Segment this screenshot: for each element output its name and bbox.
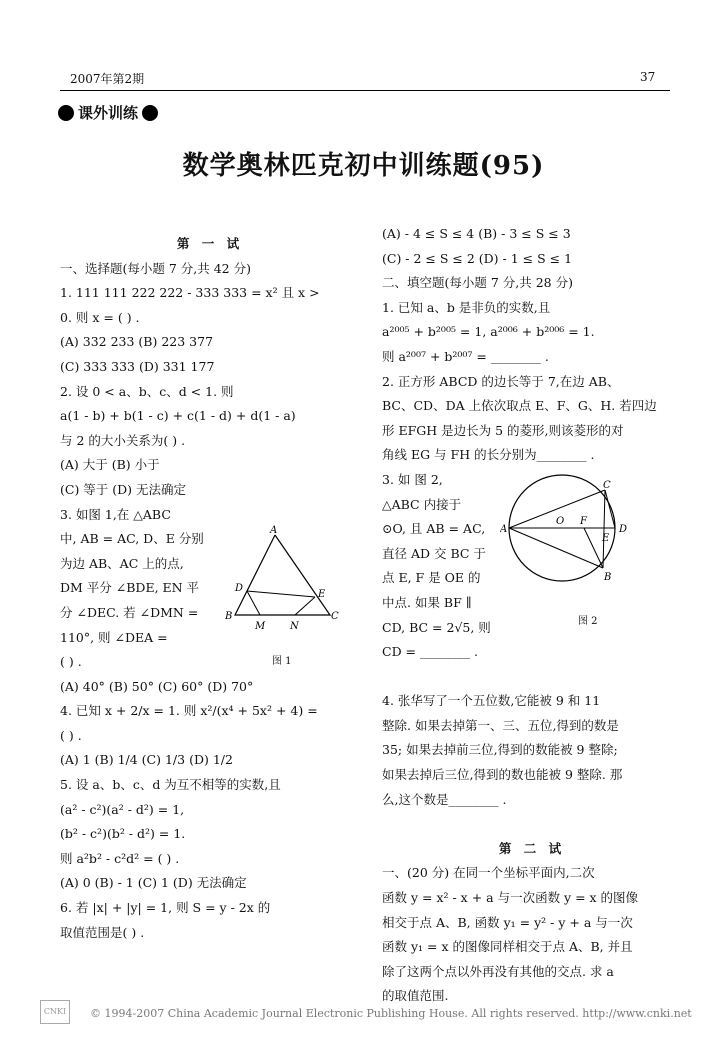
- label-O: O: [556, 516, 565, 527]
- text-line: 如果去掉后三位,得到的数也能被 9 整除. 那: [382, 767, 623, 783]
- text-line: 取值范围是( ) .: [60, 924, 145, 940]
- segment-cd: [605, 490, 615, 528]
- figure-1-caption: 图 1: [272, 656, 292, 667]
- label-D: D: [619, 524, 628, 535]
- text-line: 110°, 则 ∠DEA =: [60, 629, 168, 645]
- text-line: 为边 AB、AC 上的点,: [60, 555, 184, 571]
- text-line: 0. 则 x = ( ) .: [60, 309, 140, 325]
- page-title: 数学奥林匹克初中训练题(95): [182, 151, 545, 181]
- text-line: ( ) .: [60, 654, 82, 670]
- text-line: 么,这个数是________ .: [382, 791, 507, 807]
- text-line: (C) - 2 ≤ S ≤ 2 (D) - 1 ≤ S ≤ 1: [382, 250, 573, 266]
- text-line: 除了这两个点以外再没有其他的交点. 求 a: [382, 963, 614, 979]
- text-line: 整除. 如果去掉第一、三、五位,得到的数是: [382, 717, 619, 733]
- label-E: E: [318, 589, 326, 600]
- text-line: 4. 张华写了一个五位数,它能被 9 和 11: [382, 693, 601, 709]
- text-line: 则 a²⁰⁰⁷ + b²⁰⁰⁷ = ________ .: [382, 348, 549, 364]
- text-line: 中, AB = AC, D、E 分别: [60, 531, 204, 547]
- text-line: 函数 y = x² - x + a 与一次函数 y = x 的图像: [382, 890, 639, 906]
- text-line: BC、CD、DA 上依次取点 E、F、G、H. 若四边: [382, 398, 657, 414]
- text-line: (A) 332 233 (B) 223 377: [60, 334, 214, 350]
- text-line: (a² - c²)(a² - d²) = 1,: [60, 801, 185, 817]
- text-line: 直径 AD 交 BC 于: [382, 545, 486, 561]
- segment-ab: [509, 528, 603, 568]
- text-line: (C) 等于 (D) 无法确定: [60, 481, 187, 497]
- text-line: (A) 0 (B) - 1 (C) 1 (D) 无法确定: [60, 875, 247, 891]
- text-line: a(1 - b) + b(1 - c) + c(1 - d) + d(1 - a): [60, 408, 296, 424]
- label-C: C: [331, 611, 339, 622]
- text-line: 的取值范围.: [382, 988, 449, 1004]
- text-line: CD, BC = 2√5, 则: [382, 619, 491, 635]
- page-number: 37: [640, 70, 656, 84]
- right-column: [382, 222, 682, 1009]
- text-line: [382, 812, 682, 837]
- label-B: B: [604, 572, 612, 583]
- text-line: (A) 大于 (B) 小于: [60, 457, 160, 473]
- segment-en: [295, 597, 315, 615]
- text-line: 2. 设 0 < a、b、c、d < 1. 则: [60, 383, 234, 399]
- text-line: (b² - c²)(b² - d²) = 1.: [60, 826, 186, 842]
- bullet-icon: [58, 105, 74, 121]
- segment-bc: [603, 490, 605, 568]
- text-line: 4. 已知 x + 2/x = 1. 则 x²/(x⁴ + 5x² + 4) =: [60, 703, 318, 719]
- triangle-abc: [235, 535, 330, 615]
- text-line: (A) 40° (B) 50° (C) 60° (D) 70°: [60, 678, 254, 694]
- label-F: F: [580, 516, 587, 527]
- cnki-logo: CNKI: [40, 1000, 70, 1024]
- text-line: (A) - 4 ≤ S ≤ 4 (B) - 3 ≤ S ≤ 3: [382, 226, 571, 241]
- journal-issue: 2007年第2期: [70, 72, 145, 86]
- text-line: 6. 若 |x| + |y| = 1, 则 S = y - 2x 的: [60, 900, 271, 916]
- label-N: N: [290, 621, 299, 632]
- text-line: 2. 正方形 ABCD 的边长等于 7,在边 AB、: [382, 373, 620, 389]
- text-line: △ABC 内接于: [382, 496, 462, 512]
- text-line: DM 平分 ∠BDE, EN 平: [60, 580, 200, 596]
- text-line: 点 E, F 是 OE 的: [382, 570, 481, 586]
- text-line: 第 一 试: [176, 236, 244, 251]
- figure-2: [500, 468, 635, 598]
- text-line: 角线 EG 与 FH 的长分别为________ .: [382, 447, 595, 463]
- text-line: 则 a²b² - c²d² = ( ) .: [60, 850, 180, 866]
- section-label: [58, 102, 158, 123]
- copyright-footer: © 1994-2007 China Academic Journal Electronic Publishing House. All rights reserved. http://www.cnki.net: [90, 1007, 692, 1020]
- text-line: 分 ∠DEC. 若 ∠DMN =: [60, 604, 199, 620]
- label-A: A: [500, 524, 508, 535]
- header-rule: [60, 90, 670, 91]
- text-line: 3. 如 图 2,: [382, 471, 443, 487]
- text-line: CD = ________ .: [382, 644, 478, 660]
- text-line: 形 EFGH 是边长为 5 的菱形,则该菱形的对: [382, 422, 624, 438]
- text-line: 函数 y₁ = x 的图像同样相交于点 A、B, 并且: [382, 939, 633, 955]
- text-line: 35; 如果去掉前三位,得到的数能被 9 整除;: [382, 742, 618, 758]
- text-line: 1. 111 111 222 222 - 333 333 = x² 且 x >: [60, 285, 320, 301]
- text-line: ( ) .: [60, 727, 82, 743]
- text-line: 一、(20 分) 在同一个坐标平面内,二次: [382, 865, 595, 881]
- label-B: B: [225, 611, 233, 622]
- bullet-icon: [142, 105, 158, 121]
- text-line: a²⁰⁰⁵ + b²⁰⁰⁵ = 1, a²⁰⁰⁶ + b²⁰⁰⁶ = 1.: [382, 324, 595, 340]
- label-C: C: [603, 480, 611, 491]
- segment-de: [247, 591, 315, 597]
- text-line: 相交于点 A、B, 函数 y₁ = y² - y + a 与一次: [382, 914, 633, 930]
- text-line: 5. 设 a、b、c、d 为互不相等的实数,且: [60, 777, 281, 793]
- text-line: ⊙O, 且 AB = AC,: [382, 521, 486, 537]
- segment-bf: [584, 528, 603, 568]
- text-line: (C) 333 333 (D) 331 177: [60, 358, 215, 374]
- text-line: 与 2 的大小关系为( ) .: [60, 432, 186, 448]
- text-line: 二、填空题(每小题 7 分,共 28 分): [382, 275, 573, 291]
- figure-2-caption: 图 2: [578, 616, 598, 627]
- text-line: 3. 如图 1,在 △ABC: [60, 506, 171, 522]
- segment-dm: [247, 591, 260, 615]
- text-line: 中点. 如果 BF ∥: [382, 594, 472, 610]
- text-line: 一、选择题(每小题 7 分,共 42 分): [60, 260, 251, 276]
- text-line: 1. 已知 a、b 是非负的实数,且: [382, 299, 551, 315]
- label-D: D: [235, 583, 244, 594]
- figure-1: [225, 525, 345, 655]
- section-label-text: 课外训练: [78, 104, 139, 122]
- text-line: [382, 665, 682, 690]
- label-A: A: [270, 525, 278, 536]
- text-line: 第 二 试: [498, 840, 566, 856]
- text-line: (A) 1 (B) 1/4 (C) 1/3 (D) 1/2: [60, 752, 233, 768]
- label-M: M: [255, 621, 266, 632]
- label-E: E: [602, 533, 610, 544]
